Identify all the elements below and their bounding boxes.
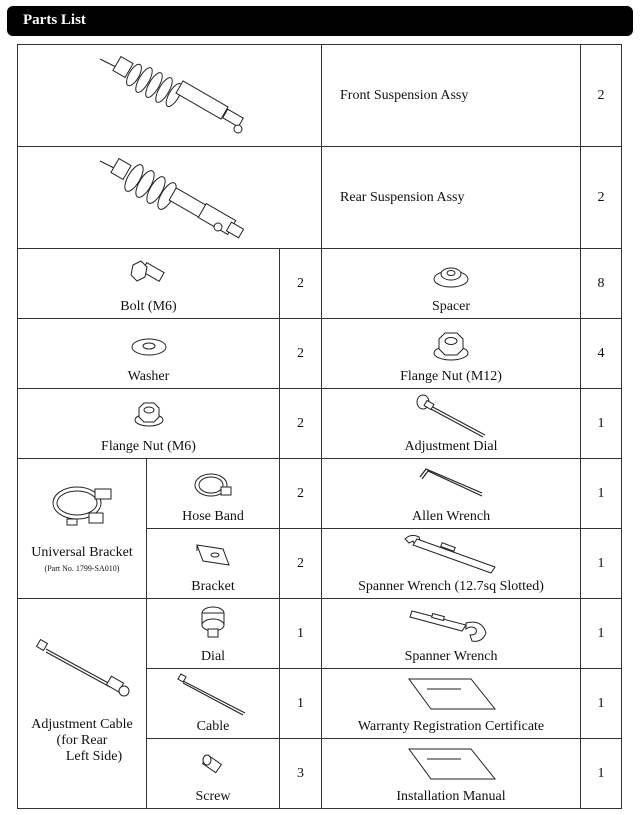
- washer-icon: [129, 335, 169, 357]
- warranty-certificate-icon: [401, 675, 501, 715]
- flange-nut-m12-icon: [431, 329, 471, 363]
- warranty-certificate-label: Warranty Registration Certificate: [357, 719, 545, 734]
- rear-suspension-name-cell: [322, 147, 581, 249]
- screw-qty: 3: [280, 739, 322, 809]
- bolt-icon: [129, 259, 169, 289]
- rear-suspension-qty: 2: [581, 147, 622, 249]
- adjustment-cable-icon: [32, 637, 132, 697]
- installation-manual-cell: [322, 739, 581, 809]
- cable-label: Cable: [196, 719, 230, 734]
- parts-table: [17, 44, 622, 809]
- hose-band-qty: 2: [280, 459, 322, 529]
- spanner-wrench-slotted-label: Spanner Wrench (12.7sq Slotted): [358, 579, 544, 594]
- hose-band-cell: [147, 459, 280, 529]
- screw-cell: [147, 739, 280, 809]
- adjustment-dial-label: Adjustment Dial: [404, 439, 498, 454]
- front-suspension-name-cell: [322, 45, 581, 147]
- adjustment-dial-icon: [411, 393, 491, 439]
- installation-manual-icon: [401, 745, 501, 785]
- spanner-wrench-icon: [406, 605, 496, 645]
- bracket-icon: [193, 541, 233, 569]
- flange-nut-m12-label: Flange Nut (M12): [400, 369, 502, 384]
- front-suspension-qty: 2: [581, 45, 622, 147]
- universal-bracket-cell: [18, 459, 147, 599]
- adjustment-cable-cell: [18, 599, 147, 809]
- allen-wrench-qty: 1: [581, 459, 622, 529]
- bolt-label: Bolt (M6): [120, 299, 177, 314]
- bracket-qty: 2: [280, 529, 322, 599]
- warranty-certificate-qty: 1: [581, 669, 622, 739]
- rear-suspension-icon: [90, 151, 250, 245]
- bracket-cell: [147, 529, 280, 599]
- bracket-label: Bracket: [191, 579, 235, 594]
- rear-suspension-illustration-cell: [18, 147, 322, 249]
- cable-icon: [173, 673, 253, 717]
- flange-nut-m12-cell: [322, 319, 581, 389]
- screw-label: Screw: [195, 789, 231, 804]
- flange-nut-m6-cell: [18, 389, 280, 459]
- washer-label: Washer: [127, 369, 170, 384]
- cable-cell: [147, 669, 280, 739]
- spanner-wrench-qty: 1: [581, 599, 622, 669]
- adjustment-dial-qty: 1: [581, 389, 622, 459]
- table-row: [18, 599, 622, 669]
- dial-label: Dial: [200, 649, 226, 664]
- flange-nut-m6-qty: 2: [280, 389, 322, 459]
- washer-cell: [18, 319, 280, 389]
- hose-band-icon: [191, 467, 235, 501]
- spacer-cell: [322, 249, 581, 319]
- dial-qty: 1: [280, 599, 322, 669]
- spanner-wrench-slotted-cell: [322, 529, 581, 599]
- bolt-cell: [18, 249, 280, 319]
- cable-qty: 1: [280, 669, 322, 739]
- rear-suspension-label: Rear Suspension Assy: [340, 189, 465, 205]
- spacer-icon: [431, 261, 471, 291]
- adjustment-dial-cell: [322, 389, 581, 459]
- dial-icon: [196, 605, 230, 643]
- adjustment-cable-label-line2: (for Rear: [56, 733, 108, 748]
- spanner-wrench-label: Spanner Wrench: [404, 649, 498, 664]
- screw-icon: [198, 753, 228, 779]
- warranty-certificate-cell: [322, 669, 581, 739]
- flange-nut-m6-label: Flange Nut (M6): [101, 439, 196, 454]
- universal-bracket-icon: [47, 479, 117, 531]
- spacer-qty: 8: [581, 249, 622, 319]
- table-row: [18, 389, 622, 459]
- table-row: [18, 249, 622, 319]
- dial-cell: [147, 599, 280, 669]
- spacer-label: Spacer: [431, 299, 471, 314]
- header-title: Parts List: [23, 12, 86, 28]
- table-row: [18, 45, 622, 147]
- spanner-wrench-slotted-qty: 1: [581, 529, 622, 599]
- allen-wrench-label: Allen Wrench: [411, 509, 491, 524]
- allen-wrench-icon: [416, 465, 486, 501]
- universal-bracket-part-no: (Part No. 1799-SA010): [44, 564, 120, 573]
- spanner-wrench-cell: [322, 599, 581, 669]
- universal-bracket-label: Universal Bracket: [31, 545, 133, 560]
- washer-qty: 2: [280, 319, 322, 389]
- hose-band-label: Hose Band: [182, 509, 244, 524]
- bolt-qty: 2: [280, 249, 322, 319]
- table-row: [18, 459, 622, 529]
- table-row: [18, 319, 622, 389]
- flange-nut-m12-qty: 4: [581, 319, 622, 389]
- spanner-wrench-slotted-icon: [401, 531, 501, 575]
- adjustment-cable-label-line3: Left Side): [65, 749, 123, 764]
- allen-wrench-cell: [322, 459, 581, 529]
- adjustment-cable-label-line1: Adjustment Cable: [31, 717, 133, 732]
- installation-manual-label: Installation Manual: [396, 789, 506, 804]
- front-suspension-illustration-cell: [18, 45, 322, 147]
- flange-nut-m6-icon: [132, 399, 166, 429]
- installation-manual-qty: 1: [581, 739, 622, 809]
- table-row: [18, 147, 622, 249]
- parts-list-header: [7, 6, 633, 36]
- front-suspension-icon: [90, 49, 250, 143]
- front-suspension-label: Front Suspension Assy: [340, 87, 469, 103]
